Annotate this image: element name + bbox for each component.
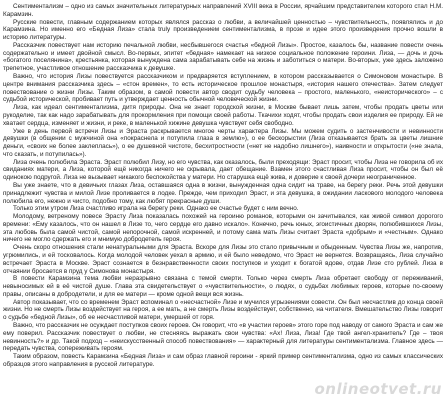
paragraph: Автор показывает, что со временем Эраст вспоминал о «несчастной» Лизе и мучился угрызениями совести. Он был несчастлив до конца своей жизни. Но не смерть Лизы воздействует на героя, а ее мать, а не смерть Лизы воздействует, собственно, на читателя. Вмешательство Лизы говорит о судьбе «бедной Лизы», об ее несчастливой матери, умершей от горя. — [3, 298, 443, 322]
paragraph: В повести Карамзина тема любви неразрывно связана с темой смерти. Только через смерть Лиза обретает свободу от переживаний, невыносимых ей в её чистой душе. Глава эта свидетельствует о «чувствительности», о людях, о судьбах любимых героев, которые по-своему правы, описаны в добродетели, и для ее матери — кроме одной вещи вся жизнь. — [3, 275, 443, 298]
paragraph: Таким образом, повесть Карамзина «Бедная Лиза» и сам образ главной героини - яркий пример сентиментализма, одно из самых классических образцов этого направления в русской литературе. — [3, 353, 443, 368]
paragraph: Вы уже знаете, что в девичьих глазах Лиза, оставшаяся одна в жизни, вынужденная одна сидит на траве, на берегу реки. Речь этой девушки принадлежит чувства и милой Лизе проливается в лодке. Прежде, чем приходил Эраст, и эта девушка, в ожидании ласкового молодого человека полюбила его, нежно и чисто, подобно тому, как любят прекрасные души. — [3, 181, 443, 205]
paragraph: Очень скоро отношения стали ненатуральными для Эраста. Вскоре для Лизы это стало привычным и обыденным. Чувства Лизы же, напротив, угрюмились, и ей тосковалось. Когда молодой человек уехал в армию, и ей было неведомо, что Эраст не вернется. Возвращаясь, Лиза случайно встречает Эраста в Москве. Эраст сознается в безнравственности своих поступков и уходит к богатой вдове, отдав Лизе сто рублей. Лиза в отчаянии бросается в пруд у Симонова монастыря. — [3, 244, 443, 275]
paragraph: Важно, что история Лизы повествуется рассказчиком и предваряется вступлением, в котором рассказывается о Симоновом монастыре. В центре внимания рассказчика здесь – «стон времен», то есть историческое прошлое монастыря, «история нашего отечества». Затем следует повествование о жизни Лизы. Таким образом, в самой повести автор сводит судьбу человека – простого, маленького, «неисторического» – с судьбой исторической, пробивает путь и утверждает ценность обычной человеческой жизни. — [3, 73, 443, 104]
paragraph: Важно, что рассказчик не осуждает поступков своих героев. Он говорит, что «в участии героев» этого горе под наводу от самого Эраста и сам же ему поверил. Рассказчик повествует о любви, не стесняясь выражать свои чувства: «Ах! Лиза, Лиза! Где твой ангел-хранитель? Где – твоя невинность?» и др. Такой подход – «неискусственный способ повествования» — характерный для литературы сентиментализма. Главное здесь — передать чувства, сопереживать героям. — [3, 322, 443, 353]
paragraph: Русские повести, главным содержанием которых являлся рассказ о любви, а величайшей ценностью – чувствительность, появлялись и до Карамзина. Но именно его «Бедная Лиза» стала truly произведением сентиментализма, в прозе и идее этого произведения прочно вошли в историю литературы. — [3, 18, 443, 42]
paragraph: Только этим утром Лиза счастливо играла на берегу реки. Однако ее счастье будет с ним вечно. — [13, 205, 299, 213]
paragraph: Рассказчик повествует нам историю печальной любви, несбывшегося счастья «бедной Лизы». Простое, казалось бы, название повести очень содержательно и имеет двойной смысл. Во-первых, эпитет «бедная» намекает на низкое социальное положение героини. Лиза, — дочь и дочь «богатого поселянина», крестьянка, которая вынуждена сама зарабатывать себе на жизнь и заботиться о матери. Во-вторых, уже здесь заложено трепетное, участливое отношение рассказчика к девушке. — [3, 41, 443, 73]
watermark: onlineotvet.ru — [314, 380, 442, 398]
essay-text — [3, 3, 443, 369]
paragraph: Лиза, как идеал сентиментализма, дитя природы. Она не знает городской жизни, в Москве бывает лишь затем, чтобы продать цветы или рукоделие, так как надо зарабатывать для прокормления при помощи своей работы. Ткачихи ходят, чтобы продать свои изделия ее природу. Ей не хватает сердца, изменяет и жизни, и реке, в маленькой хижине девушка чувствует себя свободно. — [3, 104, 443, 127]
paragraph: Молодому, ветреному повесе Эрасту Лиза показалась похожей на героиню романов, которыми он зачитывался, как живой символ дорогого времени: «Ему казалось, что он нашел в Лизе то, чего сердце его давно искало». Конечно, речь юных, эгоистичных дворян, полюбившихся Лизы, эта любовь была самой чистой, самой непорочной, самой искренней, и потому сама мать Лизы считает Эраста «добрым» и «честным». Однако ничего не могло сдержать его и мнимую добродетель героя. — [3, 213, 443, 244]
paragraph: Лиза очень полюбила Эраста. Эраст полюбил Лизу, но его чувства, как оказалось, были преходящи: Эраст просит, чтобы Лиза не говорила об их свиданиях матери, а Лиза, которой ещё никогда ничего не скрывала, дает обещание. Взамен этого счастливая Лиза просит, чтобы он был её одинокою подругой. Лиза не вызывает никакого беспокойства у матери. Но старушка ещё жива, и доверие к своей дочери неограниченное. — [3, 158, 443, 182]
paragraph: Уже в день первой встречи Лизы и Эраста раскрывается многое черты характера Лизы. Мы можем судить о застенчивости и невинности девушки (в общении с мужчиной она «покраснела и потупила глаза в землю»), о ее бескорыстии (Лиза отказывается брать за цветы лишние деньги, «своих не более заклеплась»), о ее душевной чистоте, бесхитростности («нет не надобно лишнего»), наивности и открытости («не знала, что сказать, и потупилась»). — [3, 127, 443, 158]
paragraph: Сентиментализм – одно из самых значительных литературных направлений XVIII века в России, ярчайшим представителем которого стал Н.М. Карамзин. — [3, 3, 443, 18]
